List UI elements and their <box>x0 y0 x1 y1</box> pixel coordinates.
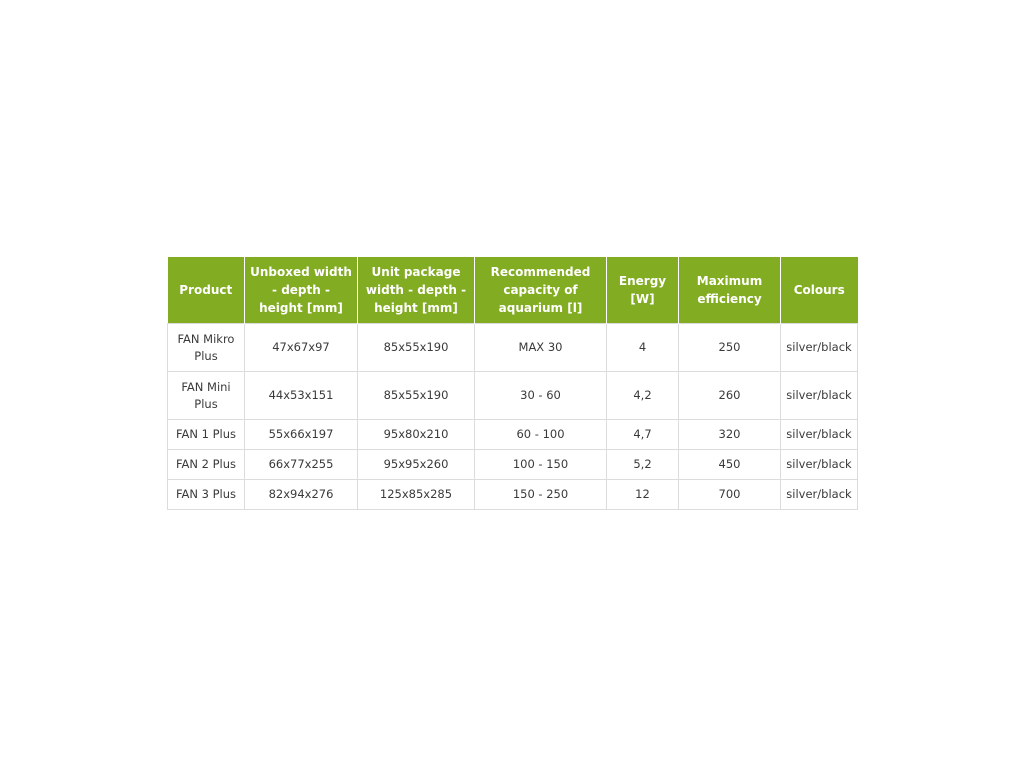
cell-product: FAN 1 Plus <box>168 420 245 450</box>
header-maximum-efficiency: Maximum efficiency <box>679 257 781 324</box>
cell-package-dimensions: 85x55x190 <box>358 324 475 372</box>
cell-package-dimensions: 95x95x260 <box>358 450 475 480</box>
cell-energy: 4,7 <box>607 420 679 450</box>
cell-product: FAN 3 Plus <box>168 480 245 510</box>
table-row <box>168 450 858 480</box>
cell-maximum-efficiency: 250 <box>679 324 781 372</box>
cell-unboxed-dimensions: 66x77x255 <box>245 450 358 480</box>
cell-energy: 12 <box>607 480 679 510</box>
cell-colours: silver/black <box>781 372 858 420</box>
table-row <box>168 480 858 510</box>
header-unboxed-dimensions: Unboxed width - depth - height [mm] <box>245 257 358 324</box>
cell-product: FAN 2 Plus <box>168 450 245 480</box>
header-energy: Energy [W] <box>607 257 679 324</box>
header-colours: Colours <box>781 257 858 324</box>
header-recommended-capacity: Recommended capacity of aquarium [l] <box>475 257 607 324</box>
cell-package-dimensions: 85x55x190 <box>358 372 475 420</box>
header-product: Product <box>168 257 245 324</box>
cell-colours: silver/black <box>781 324 858 372</box>
cell-recommended-capacity: 150 - 250 <box>475 480 607 510</box>
cell-recommended-capacity: 60 - 100 <box>475 420 607 450</box>
cell-energy: 4,2 <box>607 372 679 420</box>
cell-maximum-efficiency: 260 <box>679 372 781 420</box>
cell-maximum-efficiency: 700 <box>679 480 781 510</box>
table-row <box>168 420 858 450</box>
cell-maximum-efficiency: 450 <box>679 450 781 480</box>
cell-unboxed-dimensions: 44x53x151 <box>245 372 358 420</box>
cell-product: FAN Mikro Plus <box>168 324 245 372</box>
cell-recommended-capacity: 100 - 150 <box>475 450 607 480</box>
cell-recommended-capacity: 30 - 60 <box>475 372 607 420</box>
cell-unboxed-dimensions: 47x67x97 <box>245 324 358 372</box>
cell-unboxed-dimensions: 55x66x197 <box>245 420 358 450</box>
table-header-row <box>168 257 858 324</box>
cell-colours: silver/black <box>781 480 858 510</box>
cell-colours: silver/black <box>781 450 858 480</box>
product-spec-table <box>167 257 858 510</box>
cell-recommended-capacity: MAX 30 <box>475 324 607 372</box>
header-package-dimensions: Unit package width - depth - height [mm] <box>358 257 475 324</box>
cell-energy: 4 <box>607 324 679 372</box>
cell-product: FAN Mini Plus <box>168 372 245 420</box>
table-row <box>168 324 858 372</box>
cell-package-dimensions: 95x80x210 <box>358 420 475 450</box>
cell-maximum-efficiency: 320 <box>679 420 781 450</box>
cell-unboxed-dimensions: 82x94x276 <box>245 480 358 510</box>
table-row <box>168 372 858 420</box>
cell-energy: 5,2 <box>607 450 679 480</box>
cell-colours: silver/black <box>781 420 858 450</box>
cell-package-dimensions: 125x85x285 <box>358 480 475 510</box>
